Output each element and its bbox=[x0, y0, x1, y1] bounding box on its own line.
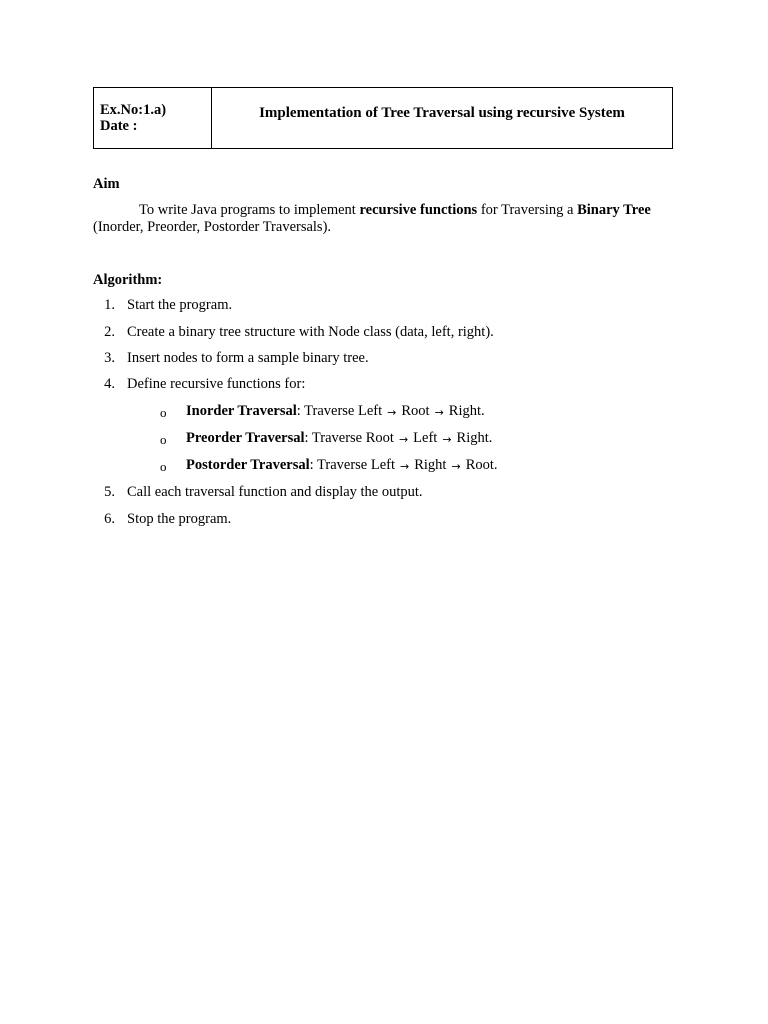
step-number: 4. bbox=[104, 376, 115, 392]
aim-text-2: for Traversing a bbox=[477, 202, 578, 218]
arrow-right-icon: → bbox=[434, 406, 444, 419]
step-text: Stop the program. bbox=[127, 511, 232, 527]
step-number: 1. bbox=[104, 297, 115, 313]
list-item bbox=[93, 376, 305, 394]
traversal-prefix: : Traverse Root bbox=[304, 430, 394, 446]
traversal-step-b: Root. bbox=[465, 457, 498, 473]
list-item bbox=[93, 484, 423, 502]
exercise-number: Ex.No:1.a) bbox=[100, 102, 167, 118]
aim-bold-2: Binary Tree bbox=[577, 202, 651, 218]
bullet-icon: o bbox=[160, 432, 167, 447]
sub-list-item bbox=[160, 457, 498, 475]
list-item bbox=[93, 511, 231, 529]
step-text: Define recursive functions for: bbox=[127, 376, 306, 392]
traversal-prefix: : Traverse Left bbox=[309, 457, 396, 473]
traversal-step-b: Right. bbox=[456, 430, 493, 446]
traversal-term: Inorder Traversal bbox=[186, 403, 297, 419]
step-text: Insert nodes to form a sample binary tree. bbox=[127, 350, 369, 366]
list-item bbox=[93, 324, 494, 342]
step-number: 5. bbox=[104, 484, 115, 500]
arrow-right-icon: → bbox=[387, 406, 397, 419]
list-item bbox=[93, 297, 232, 315]
traversal-term: Preorder Traversal bbox=[186, 430, 305, 446]
step-number: 2. bbox=[104, 324, 115, 340]
sub-list-item bbox=[160, 430, 492, 448]
list-item bbox=[93, 350, 369, 368]
traversal-step-a: Root bbox=[401, 403, 430, 419]
aim-text-1: To write Java programs to implement bbox=[139, 202, 360, 218]
traversal-prefix: : Traverse Left bbox=[296, 403, 383, 419]
sub-list-item bbox=[160, 403, 485, 421]
traversal-step-a: Left bbox=[413, 430, 438, 446]
aim-heading: Aim bbox=[93, 176, 120, 192]
step-text: Create a binary tree structure with Node class (data, left, right). bbox=[127, 324, 494, 340]
traversal-term: Postorder Traversal bbox=[186, 457, 310, 473]
arrow-right-icon: → bbox=[400, 460, 410, 473]
traversal-step-b: Right. bbox=[448, 403, 485, 419]
step-number: 6. bbox=[104, 511, 115, 527]
aim-bold-1: recursive functions bbox=[359, 202, 478, 218]
step-text: Call each traversal function and display the output. bbox=[127, 484, 423, 500]
arrow-right-icon: → bbox=[442, 433, 452, 446]
bullet-icon: o bbox=[160, 405, 167, 420]
arrow-right-icon: → bbox=[451, 460, 461, 473]
header-meta bbox=[94, 88, 212, 148]
header-table bbox=[93, 87, 673, 149]
date-label: Date : bbox=[100, 118, 138, 134]
traversal-step-a: Right bbox=[414, 457, 447, 473]
bullet-icon: o bbox=[160, 459, 167, 474]
step-number: 3. bbox=[104, 350, 115, 366]
step-text: Start the program. bbox=[127, 297, 233, 313]
aim-text-3: (Inorder, Preorder, Postorder Traversals). bbox=[93, 219, 332, 235]
arrow-right-icon: → bbox=[398, 433, 409, 446]
document-title: Implementation of Tree Traversal using recursive System bbox=[259, 105, 625, 121]
algorithm-heading: Algorithm: bbox=[93, 272, 163, 288]
aim-paragraph bbox=[93, 202, 653, 236]
